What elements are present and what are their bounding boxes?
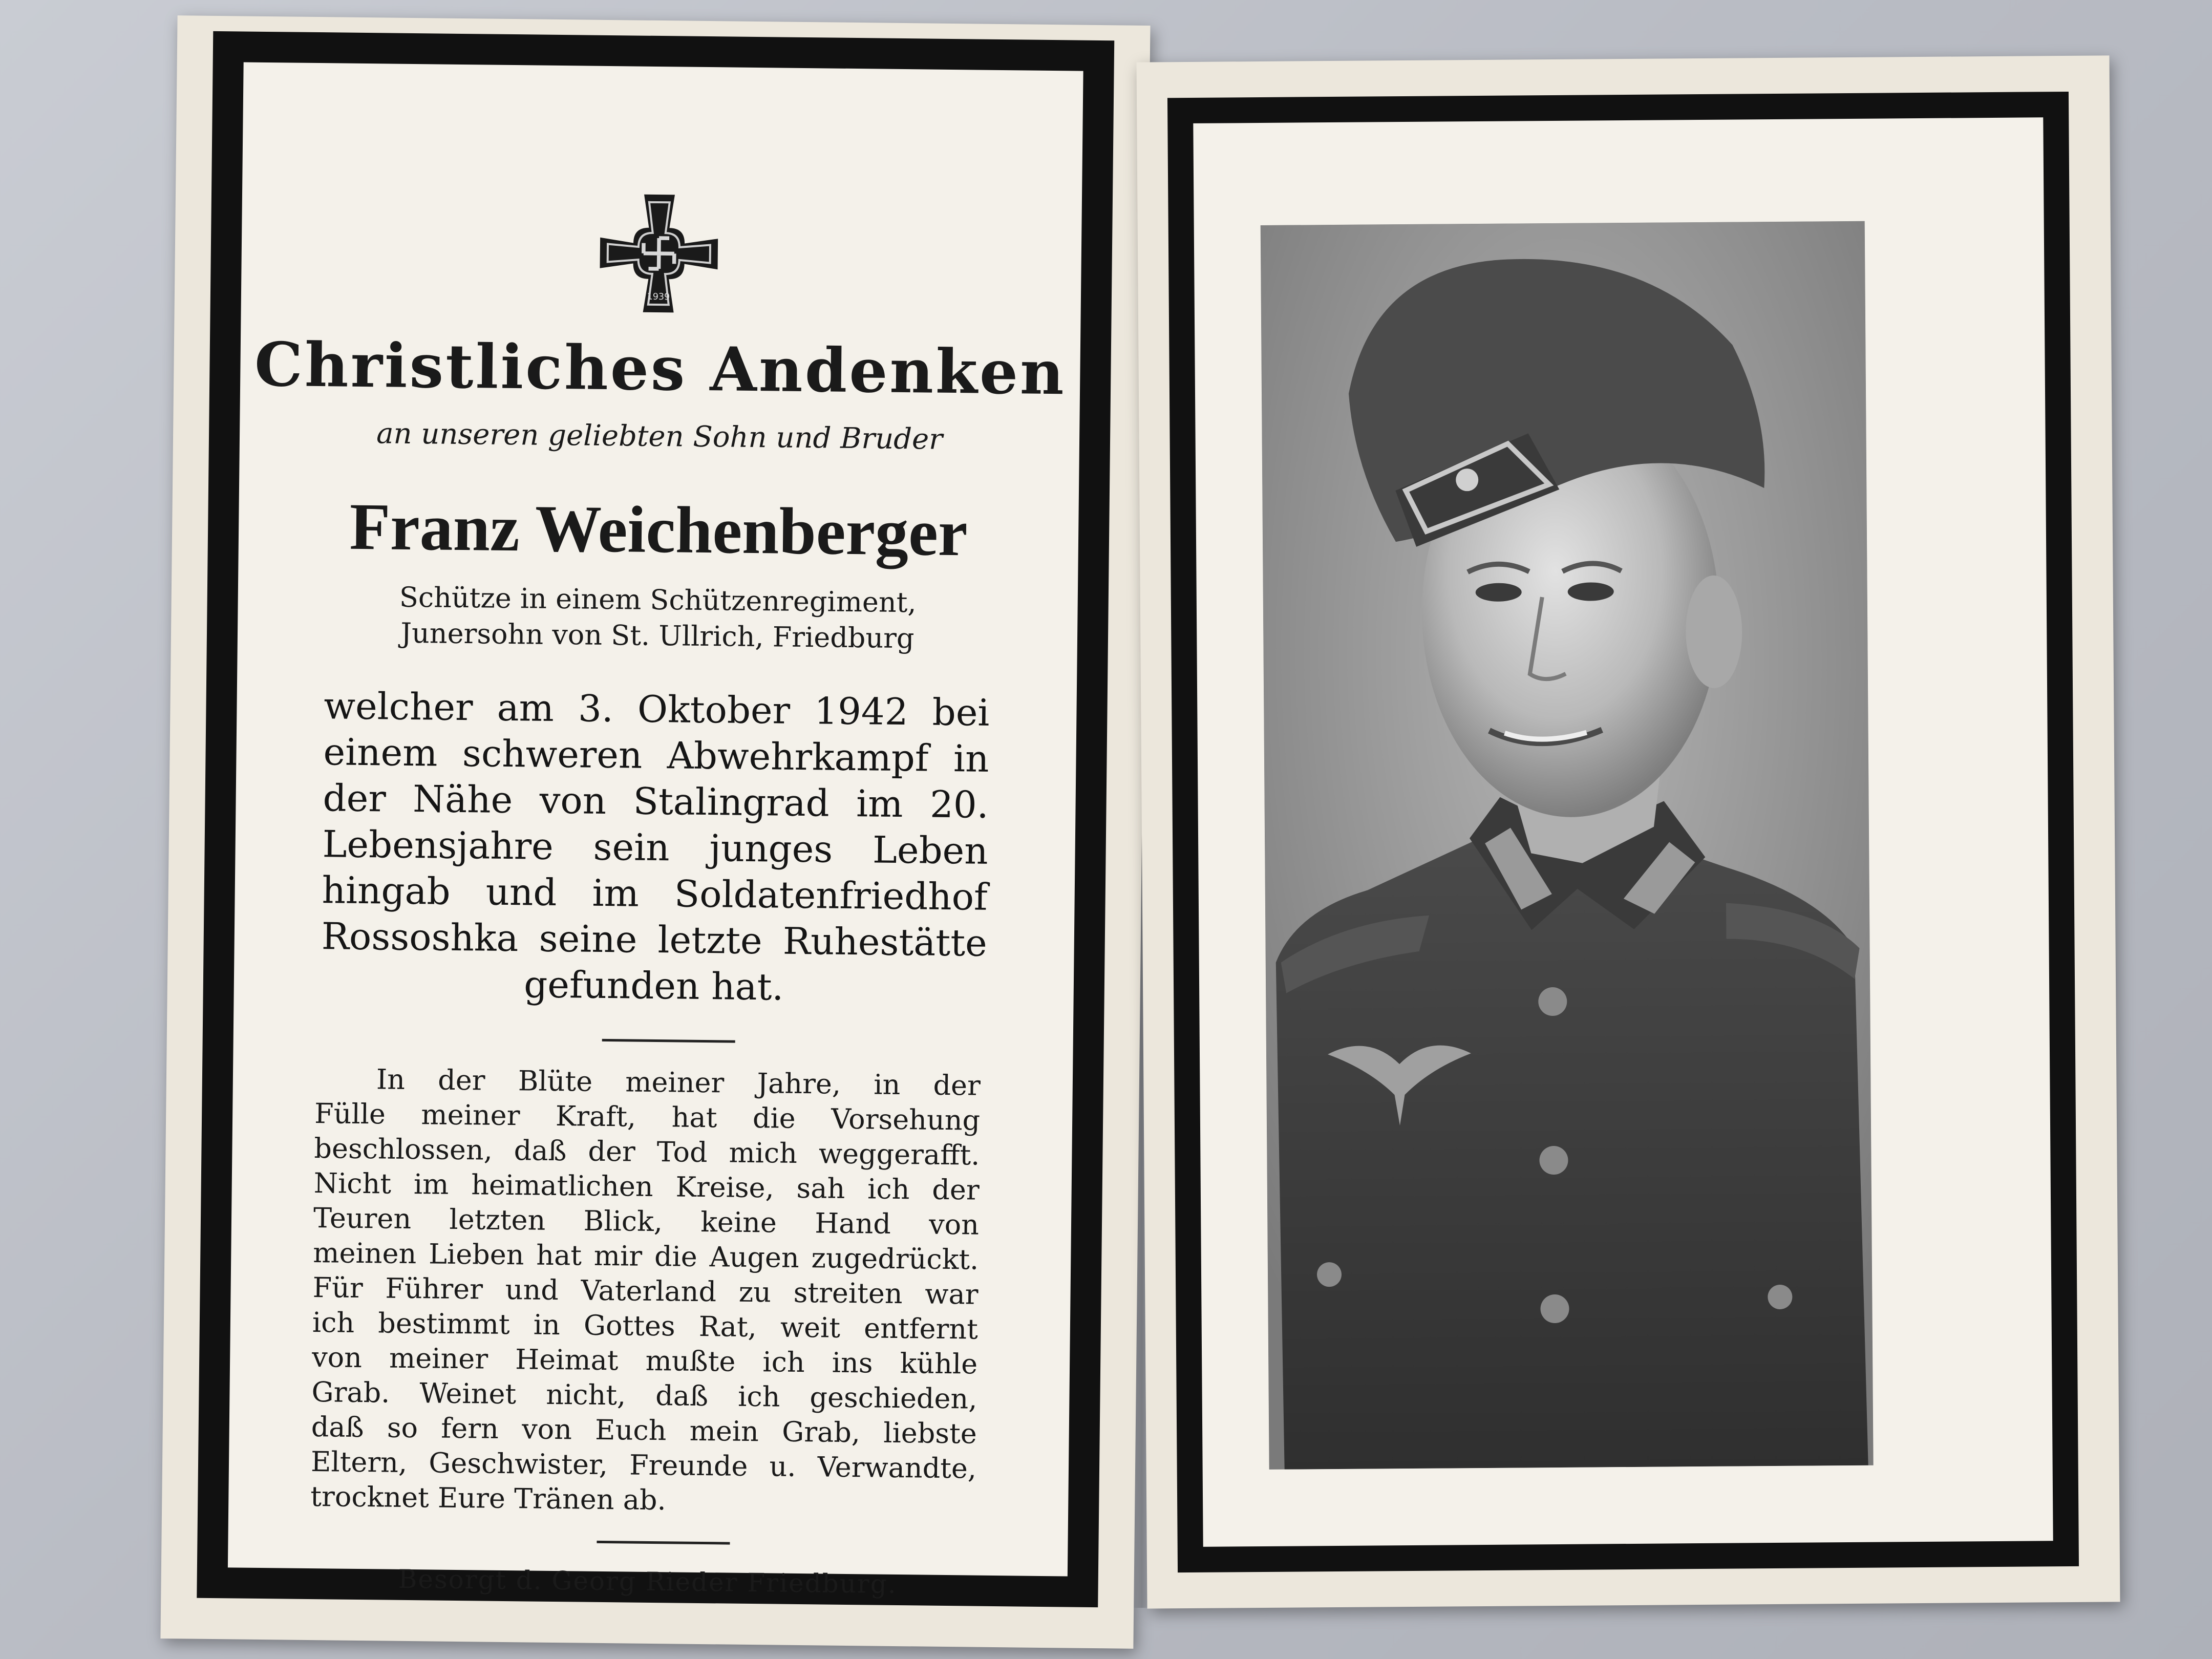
photo-mount <box>1193 117 2053 1547</box>
poem-line: von meiner Heimat mußte ich ins kühle <box>311 1341 978 1380</box>
soldier-portrait-photo <box>1261 221 1874 1470</box>
printer-credit: Besorgt d. Georg Rieder Friedburg. <box>398 1564 897 1600</box>
poem-line: Fülle meiner Kraft, hat die Vorsehung <box>314 1097 981 1137</box>
card-heading: Christliches Andenken <box>254 328 1067 409</box>
cross-year: 1939 <box>647 291 670 303</box>
poem-line: Für Führer und Vaterland zu streiten war <box>312 1271 979 1311</box>
rank-line: Schütze in einem Schützenregiment, <box>399 581 917 619</box>
iron-cross-icon <box>594 189 724 318</box>
poem-line: Eltern, Geschwister, Freunde u. Verwandte, <box>310 1445 977 1485</box>
notice-line: Lebensjahre sein junges Leben <box>322 822 989 873</box>
origin-line: Junersohn von St. Ullrich, Friedburg <box>400 616 914 655</box>
card-subheading: an unseren geliebten Sohn und Bruder <box>376 417 943 456</box>
death-notice <box>321 683 990 1012</box>
poem-line: beschlossen, daß der Tod mich weggerafft. <box>314 1132 980 1172</box>
poem-line: trocknet Eure Tränen ab. <box>310 1480 667 1517</box>
notice-line: welcher am 3. Oktober 1942 bei <box>324 684 990 734</box>
notice-line: gefunden hat. <box>523 963 784 1009</box>
card-photo-page <box>1136 55 2120 1608</box>
memorial-poem <box>310 1061 981 1521</box>
poem-line: ich bestimmt in Gottes Rat, weit entfernt <box>312 1306 979 1346</box>
poem-line: In der Blüte meiner Jahre, in der <box>376 1063 981 1102</box>
poem-line: Grab. Weinet nicht, daß ich geschieden, <box>311 1376 977 1415</box>
notice-line: einem schweren Abwehrkampf in <box>323 730 989 780</box>
poem-line: Nicht im heimatlichen Kreise, sah ich der <box>313 1167 980 1206</box>
notice-line: hingab und im Soldatenfriedhof <box>322 868 988 919</box>
soldier-portrait <box>1261 221 1874 1470</box>
poem-line: Teuren letzten Blick, keine Hand von <box>313 1202 980 1241</box>
notice-line: der Nähe von Stalingrad im 20. <box>323 776 989 826</box>
poem-line: meinen Lieben hat mir die Augen zugedrückt. <box>313 1237 979 1276</box>
card-text-page <box>160 15 1150 1649</box>
poem-line: daß so fern von Euch mein Grab, liebste <box>311 1411 977 1450</box>
mourning-border <box>197 31 1114 1607</box>
deceased-name: Franz Weichenberger <box>349 490 968 570</box>
mourning-border <box>1167 92 2079 1572</box>
notice-line: Rossoshka seine letzte Ruhestätte <box>321 914 988 965</box>
divider <box>602 1039 735 1043</box>
divider <box>597 1541 730 1545</box>
card-text-area <box>228 62 1083 1600</box>
